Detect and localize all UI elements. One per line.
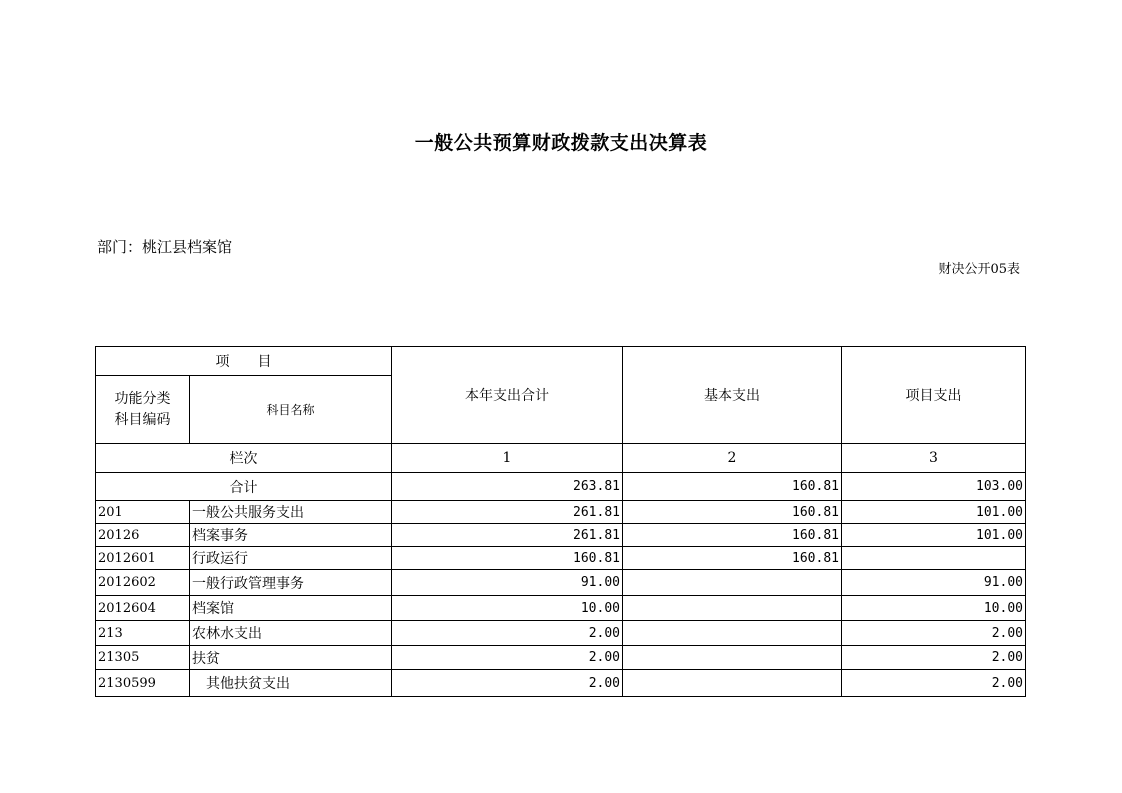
row-code: 201: [96, 501, 190, 524]
table-row: [96, 646, 1026, 670]
row-project: 10.00: [842, 596, 1026, 621]
row-total: 261.81: [392, 524, 623, 547]
row-code: 21305: [96, 646, 190, 670]
row-name: 档案事务: [190, 524, 392, 547]
header-index-3: 3: [842, 444, 1026, 473]
row-project: 101.00: [842, 501, 1026, 524]
row-code: 213: [96, 621, 190, 646]
row-basic: [623, 621, 842, 646]
row-total: 10.00: [392, 596, 623, 621]
row-project: 2.00: [842, 621, 1026, 646]
header-func-code-line1: 功能分类: [114, 390, 171, 407]
row-basic: 160.81: [623, 524, 842, 547]
row-project: 2.00: [842, 670, 1026, 697]
row-name: 一般公共服务支出: [190, 501, 392, 524]
table-row: [96, 621, 1026, 646]
row-name: 一般行政管理事务: [190, 570, 392, 596]
table-row: [96, 596, 1026, 621]
table-row: [96, 670, 1026, 697]
row-project: [842, 547, 1026, 570]
department-value: 桃江县档案馆: [142, 238, 233, 256]
header-index-2: 2: [623, 444, 842, 473]
row-basic: 160.81: [623, 547, 842, 570]
department-line: [97, 236, 232, 257]
row-total: 2.00: [392, 670, 623, 697]
row-name: 其他扶贫支出: [190, 670, 392, 697]
header-index-1: 1: [392, 444, 623, 473]
row-project: 101.00: [842, 524, 1026, 547]
total-project: 103.00: [842, 473, 1026, 501]
total-label: 合计: [96, 473, 392, 501]
row-total: 2.00: [392, 621, 623, 646]
row-project: 2.00: [842, 646, 1026, 670]
header-col-basic: 基本支出: [623, 347, 842, 444]
row-total: 160.81: [392, 547, 623, 570]
row-basic: [623, 646, 842, 670]
table-row: [96, 501, 1026, 524]
expenditure-table: [95, 346, 1026, 697]
row-basic: [623, 596, 842, 621]
table-row: [96, 524, 1026, 547]
row-project: 91.00: [842, 570, 1026, 596]
row-name: 农林水支出: [190, 621, 392, 646]
row-total: 261.81: [392, 501, 623, 524]
row-code: 2012602: [96, 570, 190, 596]
row-total: 2.00: [392, 646, 623, 670]
department-label: 部门：: [97, 238, 143, 256]
total-row: [96, 473, 1026, 501]
row-code: 2012604: [96, 596, 190, 621]
row-name: 扶贫: [190, 646, 392, 670]
row-basic: [623, 670, 842, 697]
header-subject-name: 科目名称: [190, 376, 392, 444]
form-number: 财决公开05表: [938, 262, 1020, 277]
header-func-code-line2: 科目编码: [114, 411, 171, 428]
row-total: 91.00: [392, 570, 623, 596]
header-col-total: 本年支出合计: [392, 347, 623, 444]
row-name: 档案馆: [190, 596, 392, 621]
row-code: 20126: [96, 524, 190, 547]
table-row: [96, 547, 1026, 570]
page-title: 一般公共预算财政拨款支出决算表: [414, 132, 708, 154]
row-basic: 160.81: [623, 501, 842, 524]
row-code: 2012601: [96, 547, 190, 570]
row-name: 行政运行: [190, 547, 392, 570]
header-col-project: 项目支出: [842, 347, 1026, 444]
header-project: 项 目: [96, 347, 392, 376]
table-row: [96, 570, 1026, 596]
total-total: 263.81: [392, 473, 623, 501]
header-func-code: [96, 376, 190, 444]
header-row-index-label: 栏次: [96, 444, 392, 473]
total-basic: 160.81: [623, 473, 842, 501]
row-code: 2130599: [96, 670, 190, 697]
row-basic: [623, 570, 842, 596]
